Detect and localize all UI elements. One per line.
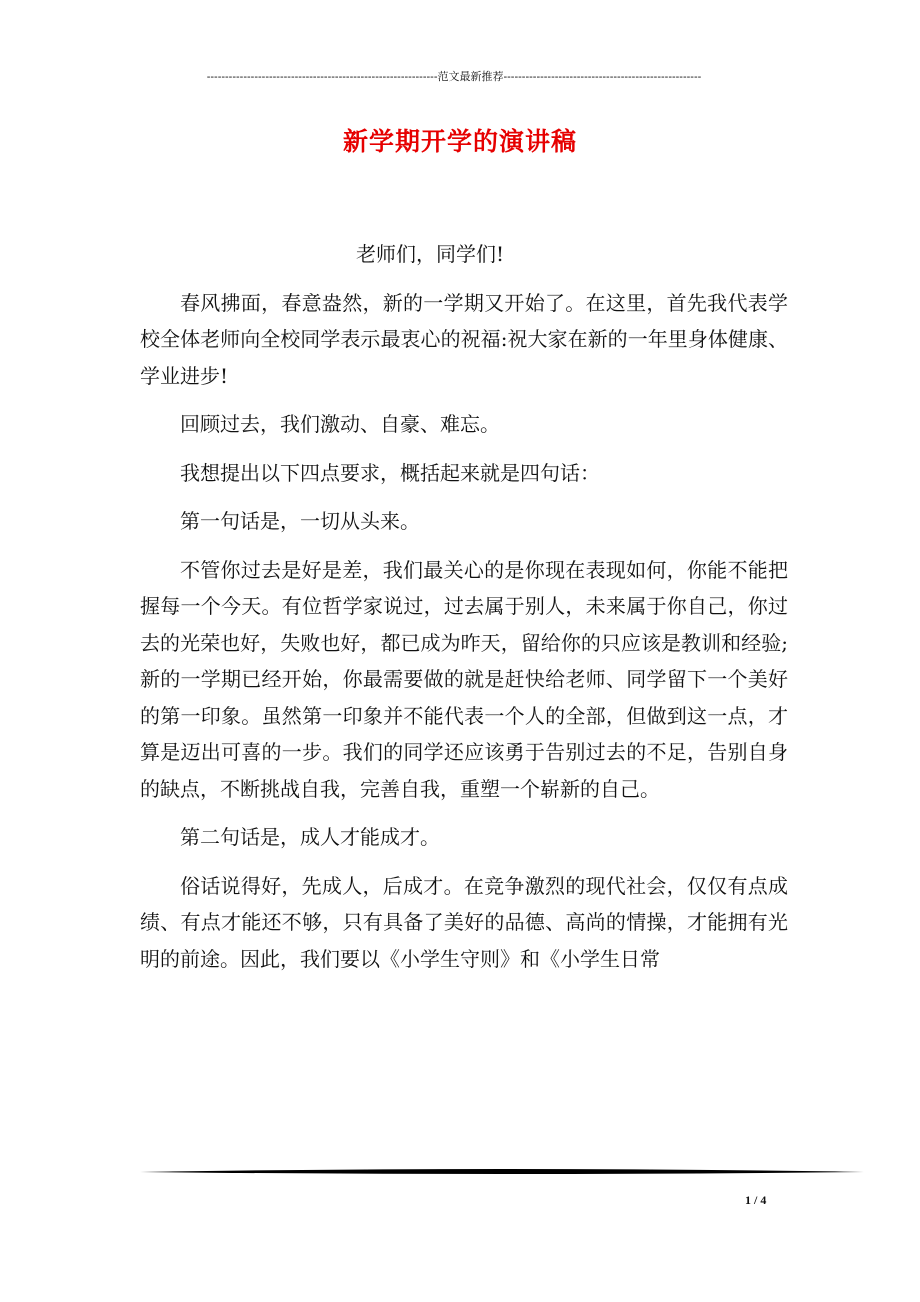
greeting: 老师们，同学们! xyxy=(356,242,505,266)
header-banner: ---------------------------------------------------------------范文最新推荐------------------------------------------------------ xyxy=(206,71,702,83)
paragraph: 春风拂面，春意盎然，新的一学期又开始了。在这里，首先我代表学校全体老师向全校同学表示最衷心的祝福:祝大家在新的一年里身体健康、学业进步! xyxy=(140,290,788,388)
paragraph: 回顾过去，我们激动、自豪、难忘。 xyxy=(180,412,500,436)
footer-divider xyxy=(140,1165,864,1179)
paragraph: 不管你过去是好是差，我们最关心的是你现在表现如何，你能不能把握每一个今天。有位哲学家说过，过去属于别人，未来属于你自己，你过去的光荣也好，失败也好，都已成为昨天，留给你的只应该是教训和经验;新的一学期已经开始，你最需要做的就是赶快给老师、同学留下一个美好的第一印象。虽然第一印象并不能代表一个人的全部，但做到这一点，才算是迈出可喜的一步。我们的同学还应该勇于告别过去的不足，告别自身的缺点，不断挑战自我，完善自我，重塑一个崭新的自己。 xyxy=(140,557,788,801)
document-body xyxy=(140,236,788,989)
paragraph: 第二句话是，成人才能成才。 xyxy=(180,825,440,849)
paragraph: 我想提出以下四点要求，概括起来就是四句话： xyxy=(180,460,600,485)
page-number: 1 / 4 xyxy=(745,1193,767,1207)
paragraph: 第一句话是，一切从头来。 xyxy=(180,509,420,533)
paragraph: 俗话说得好，先成人，后成才。在竞争激烈的现代社会，仅仅有点成绩、有点才能还不够，只有具备了美好的品德、高尚的情操，才能拥有光明的前途。因此，我们要以《小学生守则》和《小学生日常 xyxy=(140,873,788,971)
document-title: 新学期开学的演讲稿 xyxy=(342,127,577,156)
